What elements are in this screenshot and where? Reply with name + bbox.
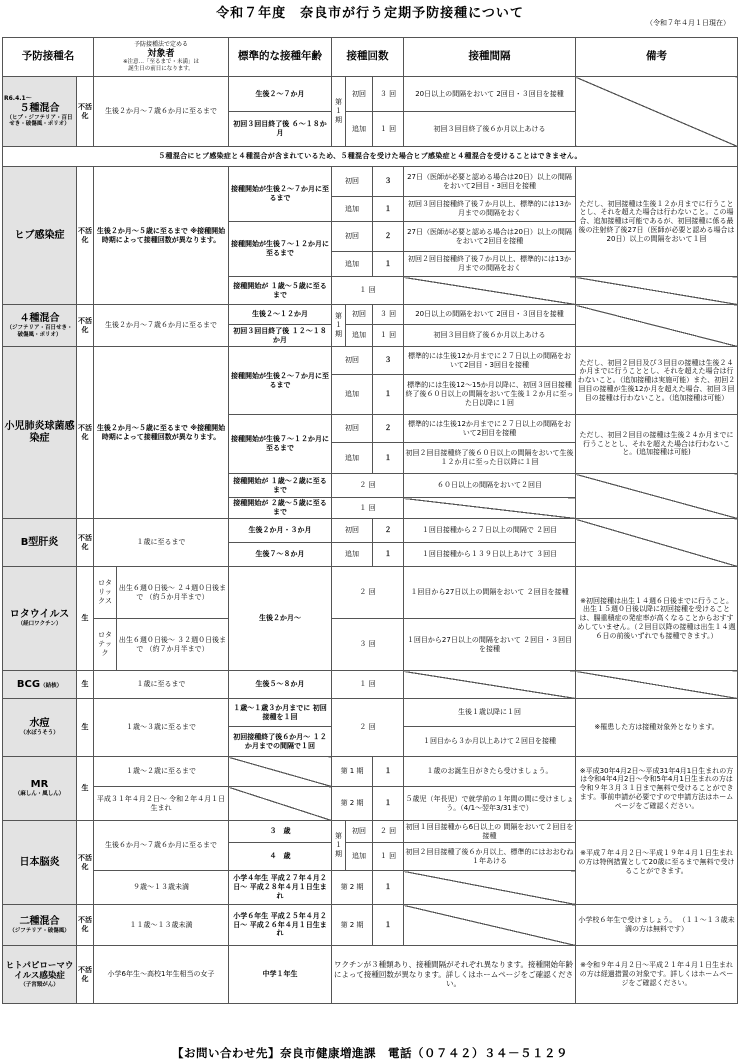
- hepb-row-1: [3, 519, 738, 543]
- first-label: 初回: [332, 415, 373, 443]
- pneumo-age-b: 接種開始が生後７～１２か月に至るまで: [229, 415, 332, 474]
- hib-name: ヒブ感染症: [3, 167, 77, 305]
- booster-label: 追加: [332, 375, 373, 415]
- varicella-row-1: [3, 699, 738, 727]
- hepb-name: B型肝炎: [3, 519, 77, 567]
- first-label: 初回: [332, 347, 373, 375]
- bcg-remark: [576, 671, 738, 699]
- four-combo-age-1: 生後２～１２か月: [229, 305, 332, 325]
- page-title: 令和７年度 奈良市が行う定期予防接種について: [216, 6, 524, 21]
- hpv-row: [3, 946, 738, 1004]
- bcg-count: １ 回: [332, 671, 404, 699]
- first-label: 初回: [346, 821, 373, 843]
- je-row-1: [3, 821, 738, 843]
- mr-age-1: [229, 757, 332, 787]
- pneumo-interval-b2: 初回２回目接種終了後６０日以上の間隔をおいて生後１２か月に至った日以降に１回: [404, 443, 576, 474]
- je-phase-1: 第 １ 期: [332, 821, 346, 871]
- hib-remark: ただし、初回接種は生後１２か月までに行うこととし、それを超えた場合は行わないこと。この場合、追加接種は可能であるが、初回接種に係る最後の注射終了後27日（医師が必要と認める場合は20日）以上の間隔をおいて１回: [576, 167, 738, 277]
- je-count-2: １ 回: [373, 843, 404, 871]
- four-combo-row-1: [3, 305, 738, 325]
- rota-interval-1: １回目から27日以上の間隔をおいて ２回目を接種: [404, 567, 576, 619]
- five-combo-type: 不活化: [77, 77, 94, 147]
- hib-interval-b2: 初回２回目接種終了後７か月以上、標準的には13か月までの間隔をおく: [404, 252, 576, 277]
- hpv-name: ヒトパピローマウイルス感染症 （子宮頸がん）: [3, 946, 77, 1004]
- rota-age: 生後２か月～: [229, 567, 332, 671]
- hib-age-a: 接種開始が生後２～７か月に至るまで: [229, 167, 332, 222]
- dt-age: 小学６年生 平成２５年４月２日～ 平成２６年４月１日生まれ: [229, 905, 332, 946]
- five-combo-row-1: [3, 77, 738, 112]
- hepb-age-2: 生後７～８か月: [229, 543, 332, 567]
- mr-phase-1: 第 1 期: [332, 757, 373, 787]
- dt-phase: 第 2 期: [332, 905, 373, 946]
- five-combo-remark: [576, 77, 738, 147]
- pneumo-remark-1: ただし、初回２回目及び３回目の接種は生後２４か月までに行うこととし、それを超えた場合は行わないこと。（追加接種は実施可能）また、初回２回目の接種が生後12か月を超えた場合、初回３回目の接種は行わないこと。（追加接種は可能）: [576, 347, 738, 415]
- hepb-interval-2: １回目接種から１３９日以上あけて ３回目: [404, 543, 576, 567]
- mr-interval-2: ５歳児（年長児）で就学前の１年間の間に受けましょう。（4/1～翌年3/31まで）: [404, 787, 576, 821]
- five-combo-interval-2: 初回３回目終了後６か月以上あける: [404, 112, 576, 147]
- four-combo-count-1: ３ 回: [373, 305, 404, 325]
- dt-name: 二種混合 （ジフテリア・破傷風）: [3, 905, 77, 946]
- pneumo-interval-c: ６０日以上の間隔をおいて２回目: [404, 474, 576, 498]
- pneumo-age-c: 接種開始が １歳～２歳に至るまで: [229, 474, 332, 498]
- je-count-3: １: [373, 871, 404, 905]
- pneumo-count-d: １ 回: [332, 498, 404, 519]
- pneumo-name: 小児肺炎球菌感染症: [3, 347, 77, 519]
- five-combo-count-2: １ 回: [373, 112, 404, 147]
- mr-target-1: １歳～２歳に至るまで: [94, 757, 229, 787]
- as-of-date: （令和７年４月１日現在）: [646, 19, 730, 27]
- je-age-1: ３ 歳: [229, 821, 332, 843]
- mr-row-1: [3, 757, 738, 787]
- mr-remark: ※平成30年4月2日～平成31年4月1日生まれの方は令和4年4月2日～令和5年4月1日生まれの方は令和９年３月３１日まで無料で受けることができます。事前申請が必要ですので申請方法はホームページをご確認ください。: [576, 757, 738, 821]
- pneumo-interval-a2: 標準的には生後12～15か月以降に、初回３回目接種終了後６０日以上の間隔をおいて生後１２か月に至った日以降に１回: [404, 375, 576, 415]
- je-interval-3: [404, 871, 576, 905]
- rota-target-2: 出生６週０日後～ ３２週０日後まで （約７か月半まで）: [117, 619, 229, 671]
- hib-remark-c: [576, 277, 738, 305]
- hepb-target: １歳に至るまで: [94, 519, 229, 567]
- hib-interval-a2: 初回３回目接種終了後７か月以上、標準的には13か月までの間隔をおく: [404, 197, 576, 222]
- four-combo-count-2: １ 回: [373, 325, 404, 347]
- five-combo-phase: 第 １ 期: [332, 77, 346, 147]
- hib-interval-c: [404, 277, 576, 305]
- rota-remark: ※初回接種は出生１４週６日後までに行うこと。出生１５週０日後以降に初回接種を受けることは、腸重積症の発症率が高くなることからおすすめしていません。（２回目以降の接種は出生１４週６日の前後いずれでも接種できます。）: [576, 567, 738, 671]
- booster-label: 追加: [332, 197, 373, 222]
- pneumo-count-b2: １: [373, 443, 404, 474]
- booster-label: 追加: [332, 543, 373, 567]
- pneumo-type: 不活化: [77, 347, 94, 519]
- bcg-age: 生後５～８か月: [229, 671, 332, 699]
- je-age-2: ４ 歳: [229, 843, 332, 871]
- first-label: 初回: [346, 305, 373, 325]
- five-combo-age-1: 生後２～７か月: [229, 77, 332, 112]
- four-combo-target: 生後２か月～７歳６か月に至るまで: [94, 305, 229, 347]
- contact-footer: 【お問い合わせ先】奈良市健康増進課 電話（０７４２）３４－５１２９: [172, 1046, 568, 1060]
- hib-row-1: [3, 167, 738, 197]
- je-count-1: ２ 回: [373, 821, 404, 843]
- col-count: 接種回数: [332, 38, 404, 77]
- pneumo-target: 生後２か月～５歳に至るまで ※接種開始時期によって接種回数が異なります。: [94, 347, 229, 519]
- four-combo-age-2: 初回３回目終了後 １２～１８か月: [229, 325, 332, 347]
- hpv-remark: ※令和９年４月２日～平成２１年４月１日生まれの方は経過措置の対象です。詳しくはホームページをご確認ください。: [576, 946, 738, 1004]
- hpv-age: 中学１年生: [229, 946, 332, 1004]
- bcg-target: １歳に至るまで: [94, 671, 229, 699]
- hib-age-c: 接種開始が １歳～５歳に至るまで: [229, 277, 332, 305]
- hib-target: 生後２か月～５歳に至るまで ※接種開始時期によって接種回数が異なります。: [94, 167, 229, 305]
- hepb-count-2: １: [373, 543, 404, 567]
- hib-count-c: １ 回: [332, 277, 404, 305]
- five-combo-age-2: 初回３回目終了後 ６～１８か月: [229, 112, 332, 147]
- mr-age-2: [229, 787, 332, 821]
- mr-count-2: １: [373, 787, 404, 821]
- hib-count-a1: ３: [373, 167, 404, 197]
- col-target: 予防接種法で定める 対象者 ※注意…「至るまで・未満」は 誕生日の前日になります。: [94, 38, 229, 77]
- booster-label: 追加: [346, 112, 373, 147]
- varicella-age-1: １歳～１歳３か月までに 初回接種を１回: [229, 699, 332, 727]
- hepb-age-1: 生後２か月・３か月: [229, 519, 332, 543]
- pneumo-remark-3: [576, 474, 738, 519]
- mr-phase-2: 第 2 期: [332, 787, 373, 821]
- varicella-age-2: 初回接種終了後６か月～ １２か月までの間隔で１回: [229, 727, 332, 757]
- rota-interval-2: １回目から27日以上の間隔をおいて ２回目・３回目を接種: [404, 619, 576, 671]
- hib-count-a2: １: [373, 197, 404, 222]
- four-combo-interval-2: 初回３回目終了後６か月以上あける: [404, 325, 576, 347]
- five-combo-count-1: ３ 回: [373, 77, 404, 112]
- rota-target-1: 出生６週０日後～ ２４週０日後まで （約５か月半まで）: [117, 567, 229, 619]
- five-combo-target: 生後２か月～７歳６か月に至るまで: [94, 77, 229, 147]
- pneumo-row-1: [3, 347, 738, 375]
- booster-label: 追加: [346, 843, 373, 871]
- vaccination-schedule-table: [2, 37, 738, 1004]
- pneumo-age-a: 接種開始が生後２～７か月に至るまで: [229, 347, 332, 415]
- rota-count-1: ２ 回: [332, 567, 404, 619]
- mr-count-1: １: [373, 757, 404, 787]
- pneumo-count-c: ２ 回: [332, 474, 404, 498]
- pneumo-interval-d: [404, 498, 576, 519]
- varicella-name: 水痘 （水ぼうそう）: [3, 699, 77, 757]
- je-target-2: ９歳～１３歳未満: [94, 871, 229, 905]
- col-vaccine: 予防接種名: [3, 38, 94, 77]
- dt-target: １１歳～１３歳未満: [94, 905, 229, 946]
- first-label: 初回: [332, 222, 373, 252]
- col-interval: 接種間隔: [404, 38, 576, 77]
- hepb-count-1: ２: [373, 519, 404, 543]
- dt-count: １: [373, 905, 404, 946]
- hib-type: 不活化: [77, 167, 94, 305]
- varicella-type: 生: [77, 699, 94, 757]
- je-type: 不活化: [77, 821, 94, 905]
- rota-type-rotarix: ロタリックス: [94, 567, 117, 619]
- je-phase-2: 第 2 期: [332, 871, 373, 905]
- four-combo-remark: [576, 305, 738, 347]
- dt-remark: 小学校６年生で受けましょう。 （１１～１３歳未満の方は無料です）: [576, 905, 738, 946]
- hib-count-b2: １: [373, 252, 404, 277]
- varicella-interval-1: 生後１歳以降に１回: [404, 699, 576, 727]
- rota-row-1: [3, 567, 738, 619]
- hpv-target: 小学6年生～高校1年生相当の女子: [94, 946, 229, 1004]
- je-interval-2: 初回２回目接種了後６か月以上、標準的にはおおむね１年あける: [404, 843, 576, 871]
- hib-interval-b1: 27日（医師が必要と認める場合は20日）以上の間隔をおいて2回目を接種: [404, 222, 576, 252]
- hib-age-b: 接種開始が生後７～１２か月に至るまで: [229, 222, 332, 277]
- four-combo-interval-1: 20日以上の間隔をおいて 2回目・３回目を接種: [404, 305, 576, 325]
- first-label: 初回: [332, 519, 373, 543]
- bcg-interval: [404, 671, 576, 699]
- first-label: 初回: [332, 167, 373, 197]
- varicella-count: ２ 回: [332, 699, 404, 757]
- mr-target-2: 平成３１年４月２日～ 令和２年４月１日生まれ: [94, 787, 229, 821]
- bcg-name: BCG（結核）: [3, 671, 77, 699]
- pneumo-count-a1: ３: [373, 347, 404, 375]
- rota-name: ロタウイルス （経口ワクチン）: [3, 567, 77, 671]
- hib-interval-a1: 27日（医師が必要と認める場合は20日）以上の間隔をおいて2回目・3回目を接種: [404, 167, 576, 197]
- bcg-type: 生: [77, 671, 94, 699]
- mr-interval-1: １歳のお誕生日がきたら受けましょう。: [404, 757, 576, 787]
- varicella-remark: ※罹患した方は接種対象外となります。: [576, 699, 738, 757]
- bcg-row: [3, 671, 738, 699]
- je-remark: ※平成７年４月２日～平成１９年４月１日生まれの方は特例措置として20歳に至るまで無料で受けることができます。: [576, 821, 738, 905]
- pneumo-age-d: 接種開始が ２歳～５歳に至るまで: [229, 498, 332, 519]
- four-combo-phase: 第 １ 期: [332, 305, 346, 347]
- booster-label: 追加: [332, 252, 373, 277]
- dt-interval: [404, 905, 576, 946]
- notice-banner: ５種混合にヒブ感染症と４種混合が含まれているため、５種混合を受けた場合ヒブ感染症と４種混合を受けることはできません。: [3, 147, 738, 167]
- five-combo-interval-1: 20日以上の間隔をおいて 2回目・３回目を接種: [404, 77, 576, 112]
- four-combo-type: 不活化: [77, 305, 94, 347]
- pneumo-interval-b1: 標準的には生後12か月までに２７日以上の間隔をおいて2回目を接種: [404, 415, 576, 443]
- booster-label: 追加: [346, 325, 373, 347]
- hpv-type: 不活化: [77, 946, 94, 1004]
- hepb-remark: [576, 519, 738, 567]
- pneumo-count-b1: ２: [373, 415, 404, 443]
- first-label: 初回: [346, 77, 373, 112]
- dt-type: 不活化: [77, 905, 94, 946]
- rota-type-rotateq: ロタテック: [94, 619, 117, 671]
- hib-count-b1: ２: [373, 222, 404, 252]
- pneumo-interval-a1: 標準的には生後12か月までに２７日以上の間隔をおいて2回目・3回目を接種: [404, 347, 576, 375]
- pneumo-remark-2: ただし、初回２回目の接種は生後２４か月までに行うこととし、それを超えた場合は行わないこと。(追加接種は可能): [576, 415, 738, 474]
- varicella-target: １歳～３歳に至るまで: [94, 699, 229, 757]
- hpv-interval: ワクチンが３種類あり、接種間隔がそれぞれ異なります。接種開始年齢によって接種回数が異なります。詳しくはホームページをご確認ください。: [332, 946, 576, 1004]
- col-remarks: 備考: [576, 38, 738, 77]
- hepb-type: 不活化: [77, 519, 94, 567]
- je-interval-1: 初回１回目接種から6日以上の 間隔をおいて２回目を接種: [404, 821, 576, 843]
- rota-count-2: ３ 回: [332, 619, 404, 671]
- mr-type: 生: [77, 757, 94, 821]
- je-age-3: 小学４年生 平成２７年４月２日～ 平成２８年４月１日生まれ: [229, 871, 332, 905]
- je-name: 日本脳炎: [3, 821, 77, 905]
- pneumo-count-a2: １: [373, 375, 404, 415]
- five-combo-name: R6.4.1～ ５種混合 （ヒブ・ジフテリア・百日せき・破傷風・ポリオ）: [3, 77, 77, 147]
- je-target-1: 生後６か月～７歳６か月に至るまで: [94, 821, 229, 871]
- dt-row: [3, 905, 738, 946]
- booster-label: 追加: [332, 443, 373, 474]
- rota-type: 生: [77, 567, 94, 671]
- mr-name: MR （麻しん・風しん）: [3, 757, 77, 821]
- header-row: [3, 38, 738, 77]
- banner-row: [3, 147, 738, 167]
- hepb-interval-1: １回目接種から２７日以上の間隔で ２回目: [404, 519, 576, 543]
- four-combo-name: ４種混合 （ジフテリア・百日せき・破傷風・ポリオ）: [3, 305, 77, 347]
- col-standard-age: 標準的な接種年齢: [229, 38, 332, 77]
- varicella-interval-2: １回目から３か月以上あけて２回目を接種: [404, 727, 576, 757]
